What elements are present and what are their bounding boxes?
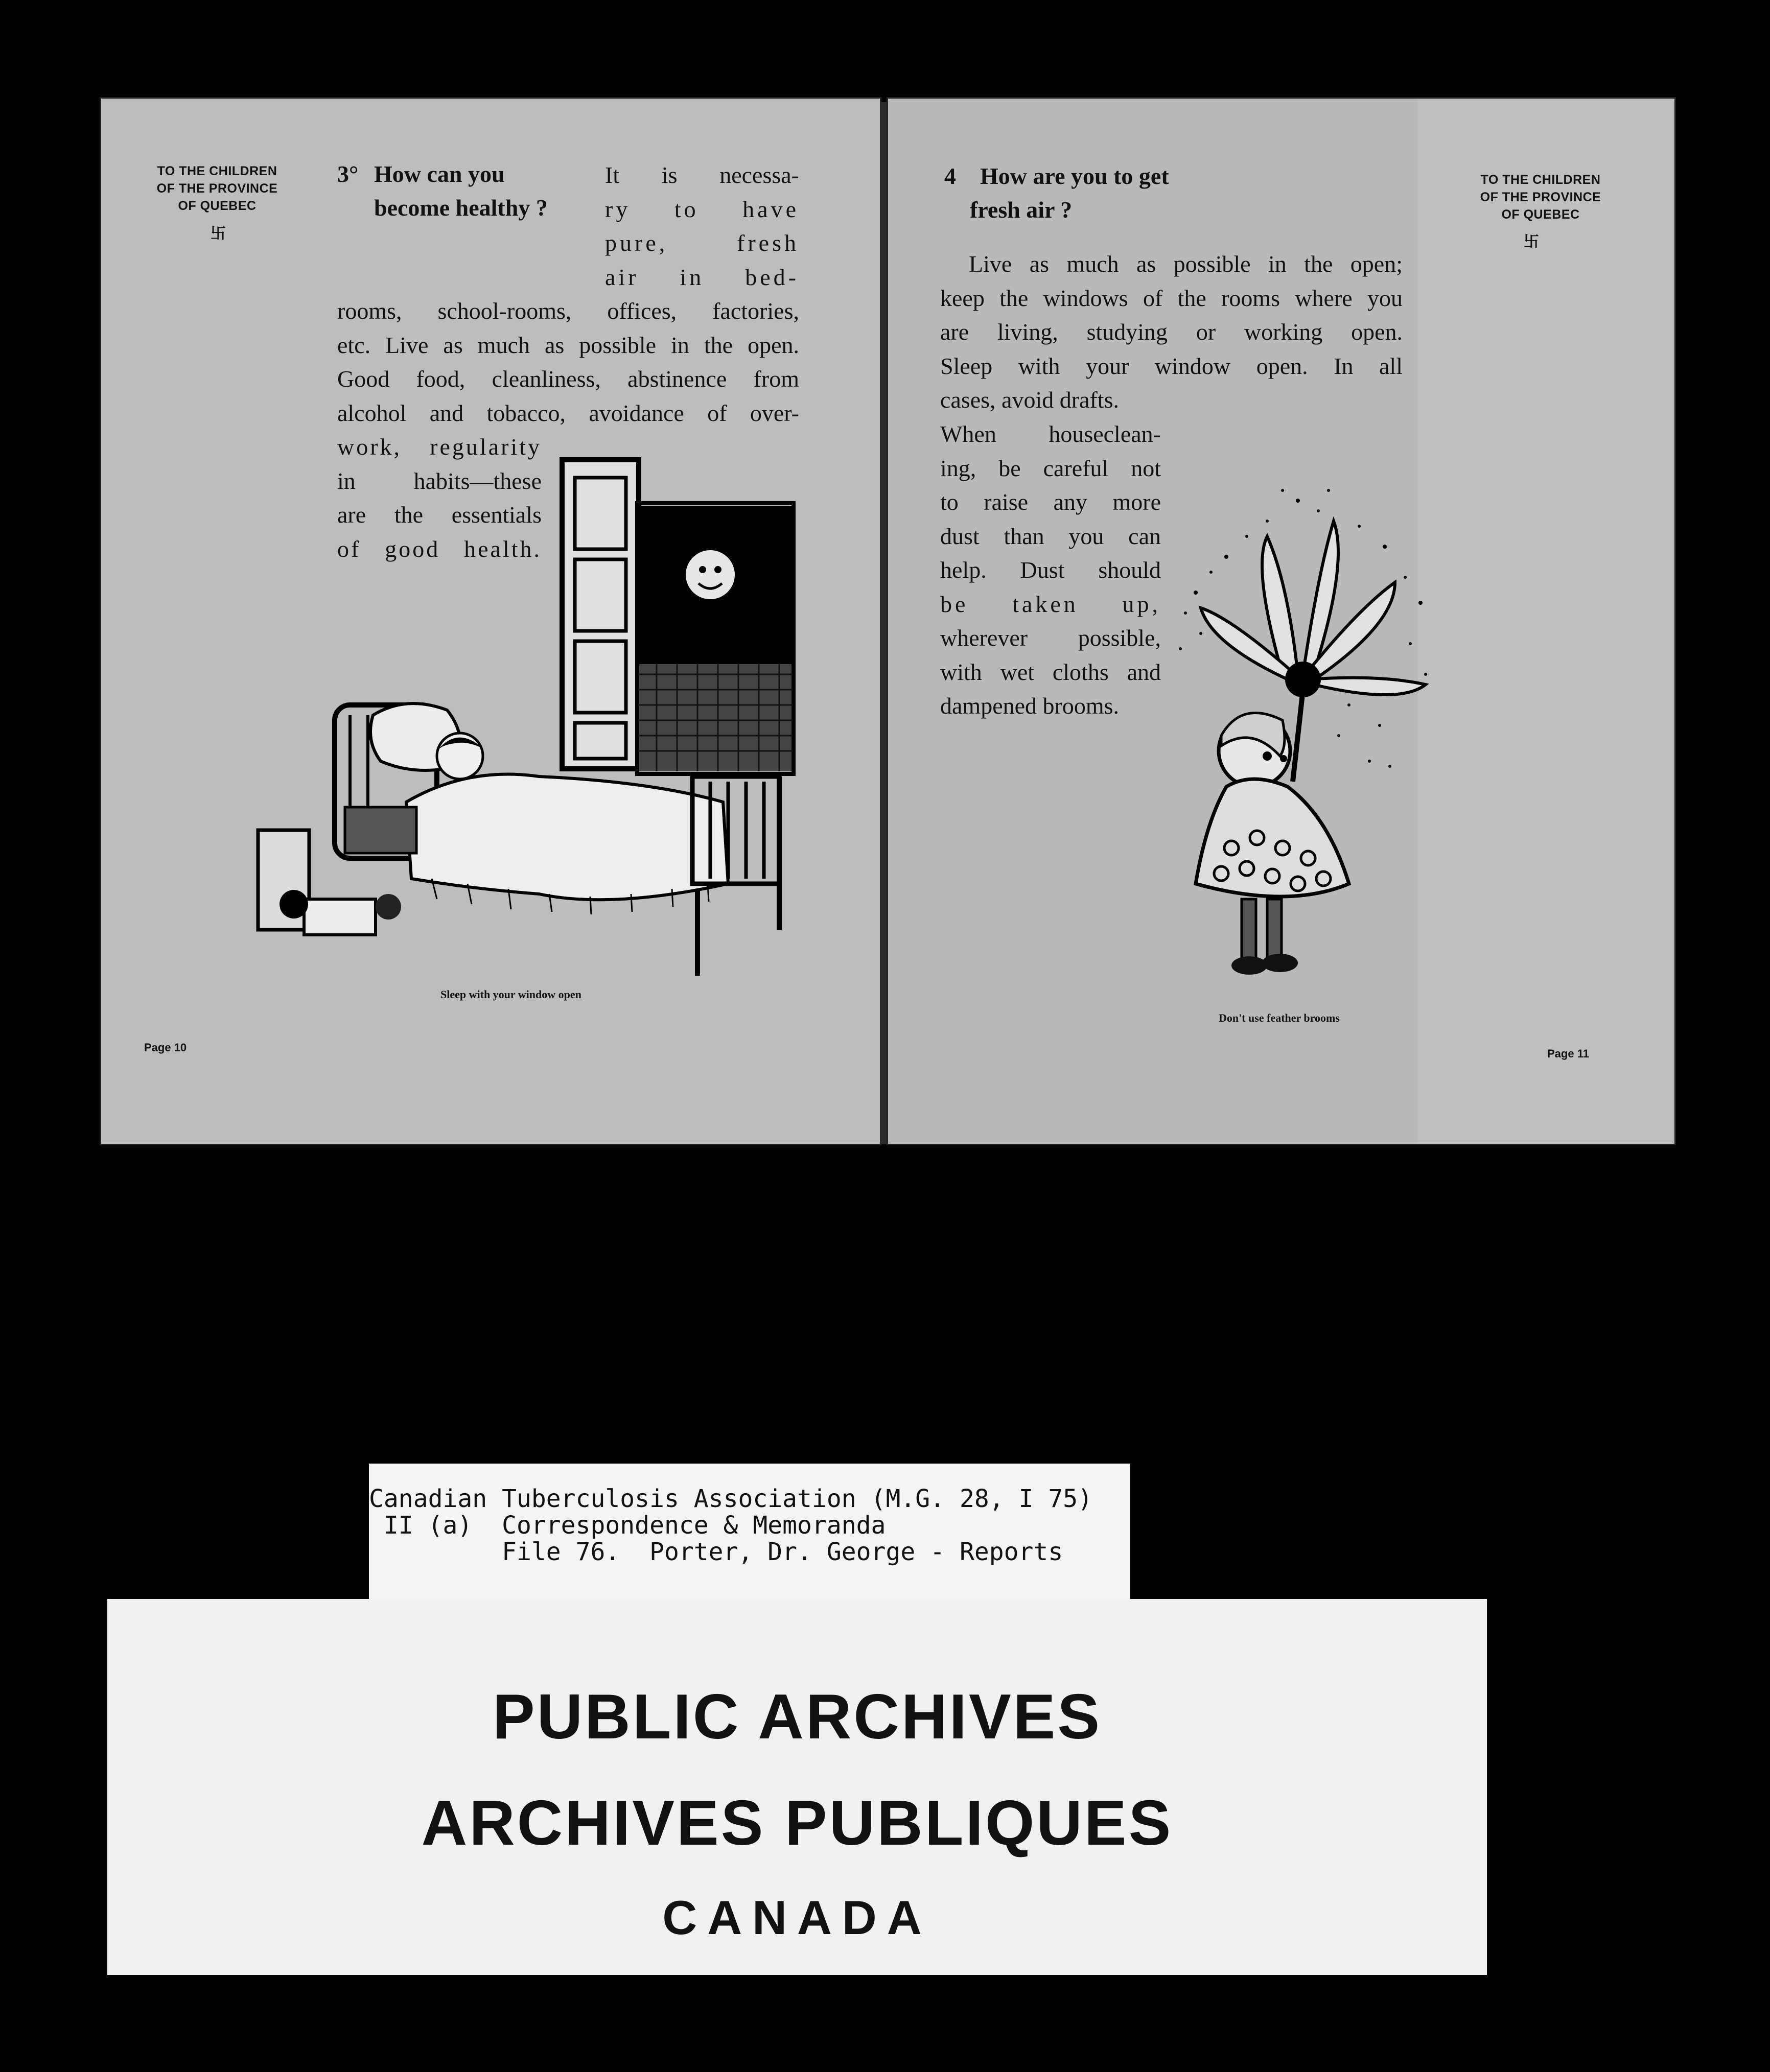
page-shading bbox=[1418, 99, 1673, 1143]
question-heading-line: fresh air ? bbox=[970, 197, 1073, 223]
text-line: ing, be careful not bbox=[940, 455, 1161, 481]
text-line: alcohol and tobacco, avoidance of over- bbox=[337, 399, 799, 426]
paragraph-full-width bbox=[940, 247, 1403, 417]
text-line: ry to have bbox=[605, 196, 799, 222]
corner-label-line: OF THE PROVINCE bbox=[1480, 190, 1601, 204]
file-card-line-1: Canadian Tuberculosis Association (M.G. 28, I 75) bbox=[369, 1485, 1093, 1513]
text-line: Live as much as possible in the open; bbox=[969, 251, 1403, 277]
text-line: When houseclean- bbox=[940, 421, 1161, 447]
file-card-line-3: File 76. Porter, Dr. George - Reports bbox=[369, 1538, 1063, 1566]
emblem-icon: 卐 bbox=[1524, 233, 1539, 251]
text-line: be taken up, bbox=[940, 591, 1161, 617]
left-page-number: Page 10 bbox=[144, 1041, 187, 1054]
corner-label-line: OF QUEBEC bbox=[178, 199, 257, 213]
question-heading bbox=[970, 159, 1169, 227]
right-corner-label bbox=[1466, 171, 1615, 223]
text-line: dust than you can bbox=[940, 523, 1161, 549]
corner-label-line: OF QUEBEC bbox=[1501, 207, 1580, 222]
text-line: rooms, school-rooms, offices, factories, bbox=[337, 298, 799, 324]
text-line: of good health. bbox=[337, 535, 542, 562]
text-line: pure, fresh bbox=[605, 230, 799, 256]
question-heading-line: How are you to get bbox=[980, 163, 1169, 189]
right-column-text bbox=[605, 158, 799, 294]
left-corner-label bbox=[143, 162, 291, 215]
left-caption: Sleep with your window open bbox=[440, 988, 581, 1001]
archives-title-french: ARCHIVES PUBLIQUES bbox=[421, 1788, 1173, 1858]
archives-country: CANADA bbox=[662, 1891, 932, 1944]
text-line: Good food, cleanliness, abstinence from bbox=[337, 366, 799, 392]
text-line: are the essentials bbox=[337, 502, 542, 528]
text-line: Sleep with your window open. In all bbox=[940, 352, 1403, 379]
right-page-number: Page 11 bbox=[1547, 1047, 1589, 1060]
paragraph-full-width bbox=[337, 294, 799, 430]
corner-label-line: TO THE CHILDREN bbox=[157, 164, 277, 178]
text-line: dampened brooms. bbox=[940, 693, 1120, 719]
corner-label-line: OF THE PROVINCE bbox=[156, 181, 278, 196]
question-number: 3° bbox=[337, 161, 359, 187]
text-line: in habits—these bbox=[337, 467, 542, 494]
text-line: work, regularity bbox=[337, 434, 542, 460]
text-line: etc. Live as much as possible in the open. bbox=[337, 332, 799, 358]
feather-duster-girl-illustration bbox=[1165, 480, 1451, 1001]
question-number: 4 bbox=[944, 163, 956, 189]
text-line: cases, avoid drafts. bbox=[940, 387, 1119, 413]
right-caption: Don't use feather brooms bbox=[1219, 1011, 1340, 1024]
archives-title-english: PUBLIC ARCHIVES bbox=[492, 1682, 1102, 1752]
text-line: keep the windows of the rooms where you bbox=[940, 285, 1403, 311]
text-line: It is necessa- bbox=[605, 162, 799, 188]
emblem-icon: 卐 bbox=[211, 225, 226, 243]
text-line: air in bed- bbox=[605, 264, 799, 290]
sleeping-child-illustration bbox=[253, 450, 841, 991]
text-line: help. Dust should bbox=[940, 557, 1161, 583]
public-archives-label bbox=[107, 1599, 1487, 1975]
text-line: are living, studying or working open. bbox=[940, 319, 1403, 345]
text-line: to raise any more bbox=[940, 489, 1161, 515]
file-card-line-2: II (a) Correspondence & Memoranda bbox=[369, 1511, 886, 1540]
text-line: with wet cloths and bbox=[940, 658, 1161, 685]
question-heading-line: How can you bbox=[374, 161, 505, 187]
text-line: wherever possible, bbox=[940, 625, 1161, 651]
question-heading-line: become healthy ? bbox=[374, 195, 548, 221]
question-heading bbox=[374, 157, 548, 225]
paragraph-narrow bbox=[940, 417, 1161, 723]
corner-label-line: TO THE CHILDREN bbox=[1480, 173, 1601, 187]
